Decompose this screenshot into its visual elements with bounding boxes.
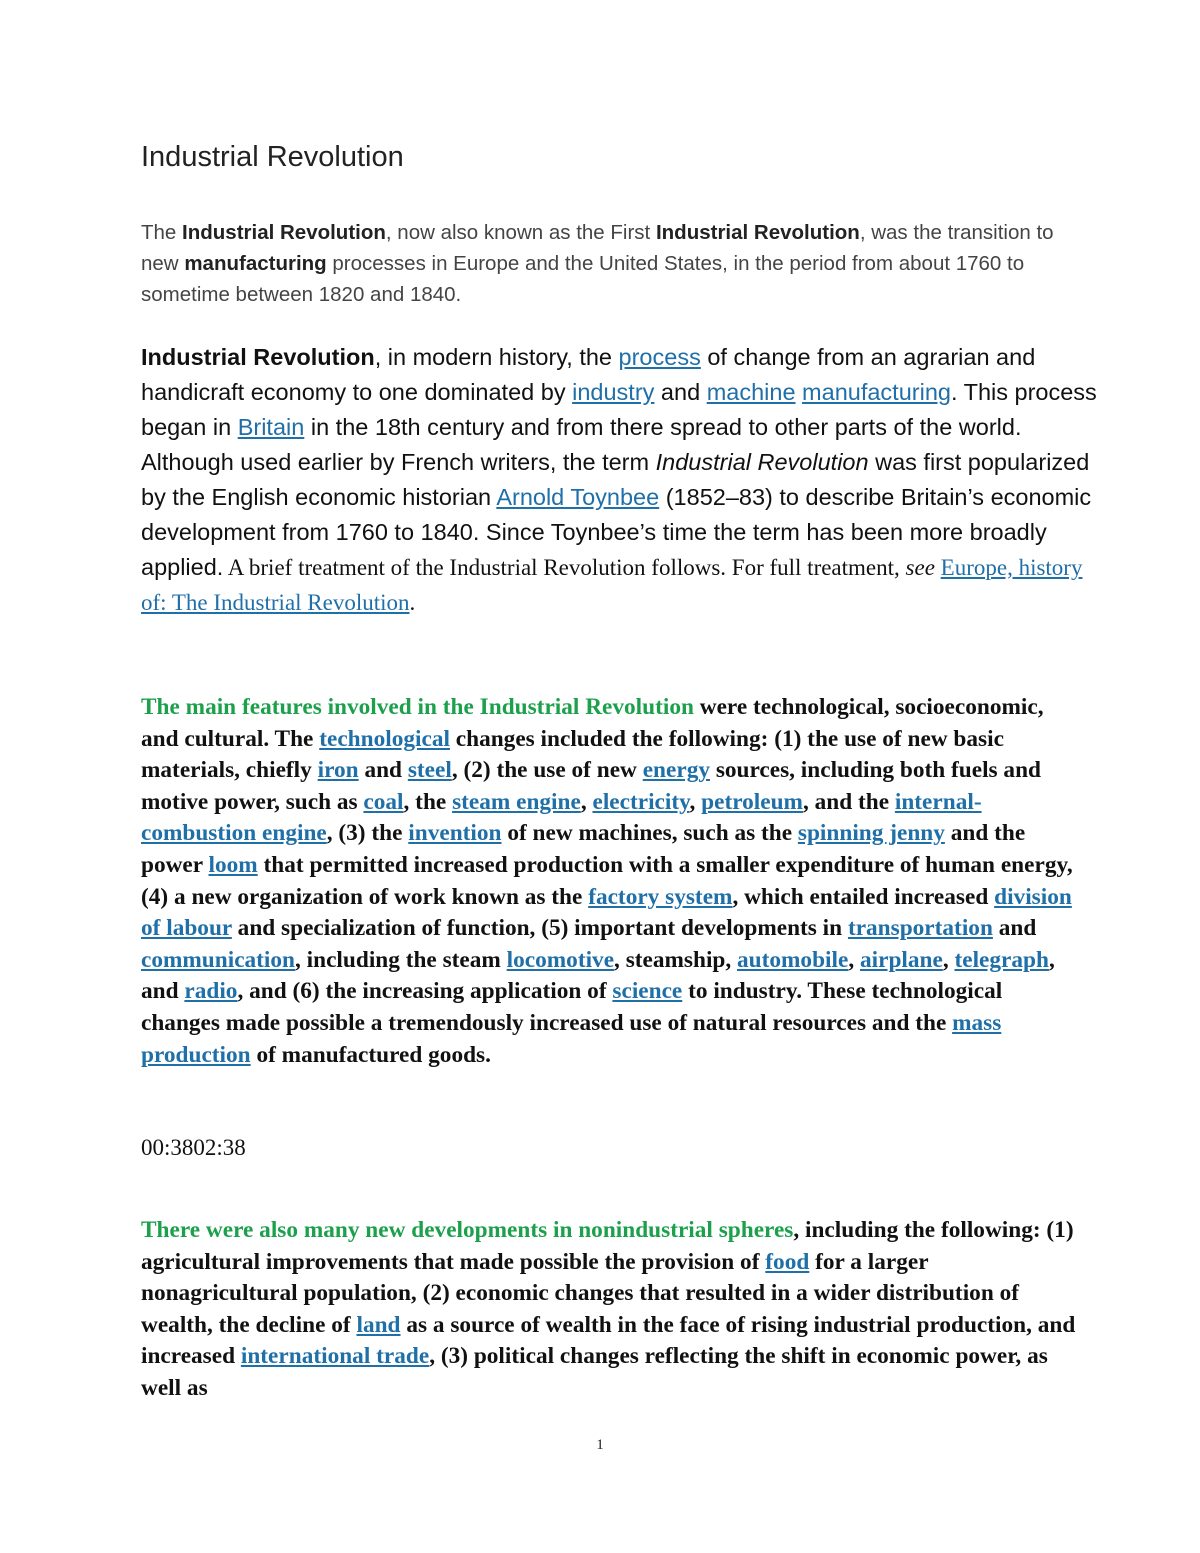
text-run: , (2) the use of new [451, 757, 643, 784]
text-run: , steamship, [614, 946, 738, 973]
text-run: changes included the following: (1) the use of new basic materials, chiefly [141, 725, 1004, 784]
highlight-heading: There were also many new developments in nonindustrial spheres [141, 1217, 794, 1243]
timestamp-text: 00:3802:38 [141, 1135, 246, 1160]
text-run: for a larger nonagricultural population, (2) economic changes that resulted in a wider distribution of wealth, the decline of [141, 1248, 1020, 1338]
text-run: that permitted increased production with a smaller expenditure of human energy, (4) a new organization of work known as the [141, 851, 1073, 910]
link-land[interactable]: land [356, 1311, 401, 1338]
link-internal-combustion-engine[interactable]: internal-combustion engine [141, 788, 982, 847]
link-airplane[interactable]: airplane [859, 946, 943, 973]
text-run: , [942, 946, 955, 973]
text-run: in the 18th century and from there spread to other parts of the world. Although used earlier by French writers, the term [141, 414, 1022, 475]
page-number: 1 [596, 1437, 604, 1453]
text-run: , and (6) the increasing application of [237, 978, 613, 1005]
text-run: The [141, 221, 183, 244]
link-petroleum[interactable]: petroleum [701, 788, 803, 815]
link-international-trade[interactable]: international trade [240, 1343, 430, 1370]
text-run: , now also known as the First [385, 221, 656, 244]
text-run: , the [403, 788, 453, 815]
link-loom[interactable]: loom [208, 851, 258, 878]
link-science[interactable]: science [612, 978, 683, 1005]
bold-term: Industrial Revolution [141, 344, 375, 370]
bold-term: Industrial Revolution [182, 221, 386, 244]
text-run: , [580, 788, 593, 815]
link-transportation[interactable]: transportation [847, 915, 993, 942]
bold-term: Industrial Revolution [655, 221, 860, 244]
intro-paragraph [141, 217, 1061, 310]
bold-term: manufacturing [184, 252, 327, 275]
link-arnold-toynbee[interactable]: Arnold Toynbee [496, 484, 660, 510]
link-industry[interactable]: industry [572, 379, 655, 405]
text-run: and [654, 379, 707, 405]
link-steam-engine[interactable]: steam engine [452, 788, 581, 815]
text-run: . [409, 590, 416, 615]
link-iron[interactable]: iron [317, 757, 359, 784]
text-run: and specialization of function, (5) important developments in [231, 915, 848, 942]
text-run: . This process began in [141, 379, 1097, 440]
text-run: , [689, 788, 702, 815]
text-run: of new machines, such as the [501, 820, 798, 847]
link-factory-system[interactable]: factory system [588, 883, 733, 910]
text-run: processes in Europe and the United States, in the period from about 1760 to sometime between 1820 and 1840. [141, 252, 1025, 306]
link-britain[interactable]: Britain [237, 414, 305, 440]
text-run: , which entailed increased [732, 883, 995, 910]
link-europe-history[interactable]: Europe, history of: The Industrial Revolution [141, 555, 1083, 615]
nonindustrial-paragraph [141, 1215, 1081, 1405]
link-machine[interactable]: machine [706, 379, 796, 405]
text-run: as a source of wealth in the face of rising industrial production, and increased [141, 1311, 1076, 1370]
text-run: , in modern history, the [374, 344, 619, 370]
document-title: Industrial Revolution [141, 141, 404, 173]
link-invention[interactable]: invention [408, 820, 502, 847]
link-energy[interactable]: energy [642, 757, 710, 784]
link-electricity[interactable]: electricity [592, 788, 690, 815]
link-radio[interactable]: radio [184, 978, 238, 1005]
definition-paragraph [141, 340, 1101, 620]
text-run: , was the transition to new [141, 221, 1054, 275]
link-spinning-jenny[interactable]: spinning jenny [797, 820, 945, 847]
serif-run [141, 555, 1082, 615]
text-run: were technological, socioeconomic, and cultural. The [141, 694, 1044, 752]
text-run: sources, including both fuels and motive power, such as [141, 757, 1041, 815]
text-run: , and [141, 946, 1055, 1005]
link-steel[interactable]: steel [407, 757, 452, 784]
text-run: , [848, 946, 860, 973]
link-division-of-labour[interactable]: division of labour [141, 883, 1072, 942]
link-coal[interactable]: coal [363, 788, 404, 815]
link-manufacturing[interactable]: manufacturing [802, 379, 951, 405]
text-run: of manufactured goods. [250, 1041, 491, 1068]
italic-term: Industrial Revolution [655, 449, 869, 475]
link-locomotive[interactable]: locomotive [506, 946, 615, 973]
text-run: to industry. These technological changes made possible a tremendously increased use of natural resources and the [141, 978, 1003, 1036]
text-run: (1852–83) to describe Britain’s economic development from 1760 to 1840. Since Toynbee’s time the term has been more broadly applied. [141, 484, 1092, 580]
text-run: , including the following: (1) agricultural improvements that made possible the provision of [141, 1217, 1074, 1275]
link-automobile[interactable]: automobile [737, 946, 849, 973]
text-run: , including the steam [295, 946, 507, 973]
text-run: and the power [141, 820, 1026, 878]
text-run: , (3) political changes reflecting the shift in economic power, as well as [141, 1343, 1048, 1401]
link-technological[interactable]: technological [319, 725, 450, 752]
italic-term: see [905, 555, 935, 580]
link-communication[interactable]: communication [141, 946, 296, 973]
link-telegraph[interactable]: telegraph [954, 946, 1049, 973]
text-run: and [992, 915, 1037, 942]
highlight-heading: The main features involved in the Industrial Revolution [141, 694, 694, 720]
text-run: A brief treatment of the Industrial Revolution follows. For full treatment, [223, 555, 906, 580]
features-paragraph [141, 692, 1081, 1071]
text-run: and [358, 757, 408, 784]
link-food[interactable]: food [765, 1248, 810, 1275]
text-run: of change from an agrarian and handicraft economy to one dominated by [141, 344, 1036, 405]
text-run: , and the [802, 788, 895, 815]
link-mass-production[interactable]: mass production [141, 1009, 1002, 1068]
text-run: , (3) the [326, 820, 409, 847]
link-process[interactable]: process [618, 344, 701, 370]
text-run: was first popularized by the English economic historian [141, 449, 1090, 510]
